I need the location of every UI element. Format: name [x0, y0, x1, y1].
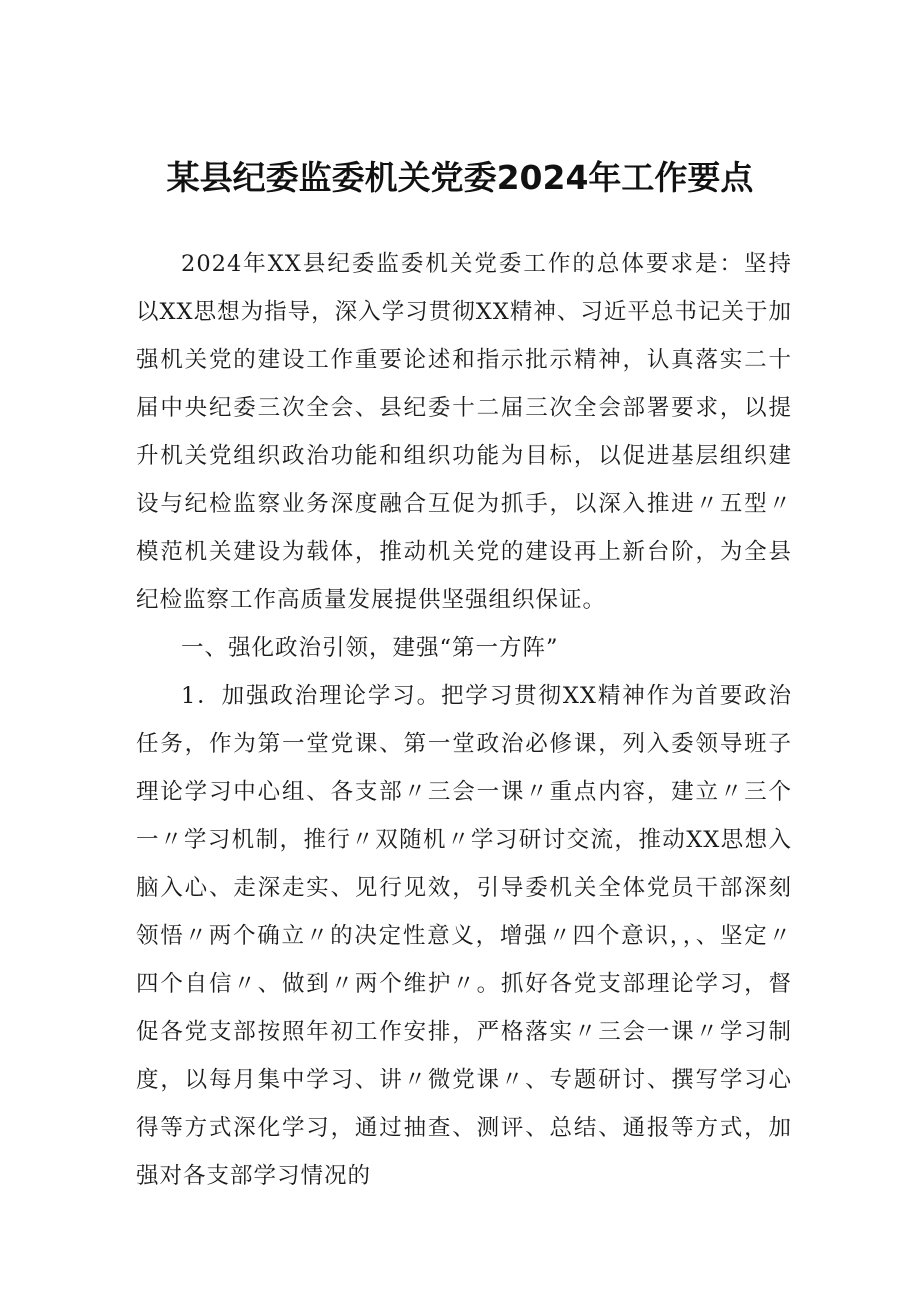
document-body	[136, 240, 792, 1200]
section-heading: 一、强化政治引领，建强“第一方阵”	[181, 635, 559, 661]
intro-paragraph: 2024年XX县纪委监委机关党委工作的总体要求是：坚持以XX思想为指导，深入学习贯彻XX精神、习近平总书记关于加强机关党的建设工作重要论述和指示批示精神，认真落实二十届中央纪委三次全会、县纪委十二届三次全会部署要求，以提升机关党组织政治功能和组织功能为目标，以促进基层组织建设与纪检监察业务深度融合互促为抓手，以深入推进〃五型〃模范机关建设为载体，推动机关党的建设再上新台阶，为全县纪检监察工作高质量发展提供坚强组织保证。	[136, 251, 792, 613]
item-paragraph: 1．加强政治理论学习。把学习贯彻XX精神作为首要政治任务，作为第一堂党课、第一堂政治必修课，列入委领导班子理论学习中心组、各支部〃三会一课〃重点内容，建立〃三个一〃学习机制，推行〃双随机〃学习研讨交流，推动XX思想入脑入心、走深走实、见行见效，引导委机关全体党员干部深刻领悟〃两个确立〃的决定性意义，增强〃四个意识，，、坚定〃四个自信〃、做到〃两个维护〃。抓好各党支部理论学习，督促各党支部按照年初工作安排，严格落实〃三会一课〃学习制度，以每月集中学习、讲〃微党课〃、专题研讨、撰写学习心得等方式深化学习，通过抽查、测评、总结、通报等方式，加强对各支部学习情况的	[136, 683, 792, 1189]
document-title: 某县纪委监委机关党委2024年工作要点	[166, 158, 754, 197]
